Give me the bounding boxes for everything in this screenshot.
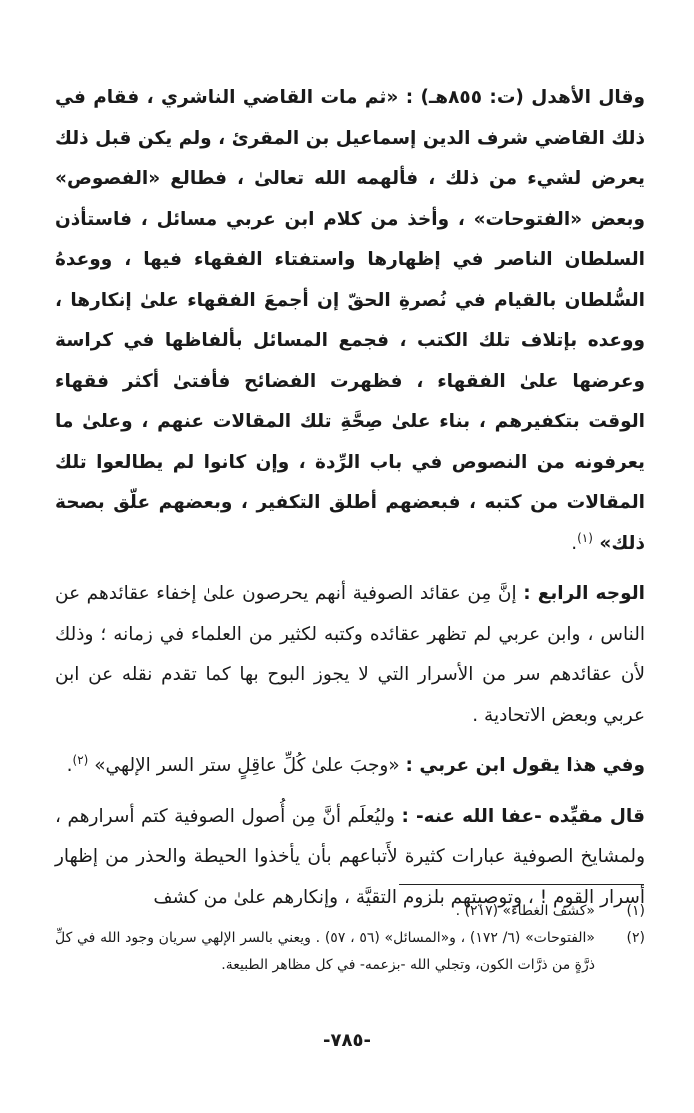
- page-body: [55, 78, 645, 918]
- paragraph-fourth-aspect: [55, 574, 645, 736]
- paragraph-text: «وجبَ علىٰ كُلِّ عاقِلٍ ستر السر الإلهي»: [88, 755, 406, 776]
- footnote-divider: [399, 884, 644, 885]
- footnote-2: [55, 925, 645, 979]
- paragraph-end: .: [571, 532, 578, 554]
- paragraph-ibn-arabi-quote: [55, 746, 645, 787]
- footnote-number: (٢): [626, 930, 645, 946]
- paragraph-lead: وفي هذا يقول ابن عربي :: [405, 755, 645, 776]
- footnote-text: «كشف الغطاء» (٢١٧) .: [455, 903, 595, 919]
- paragraph-end: .: [66, 755, 73, 776]
- paragraph-lead: وقال الأهدل (ت: ٨٥٥هـ) :: [405, 87, 645, 108]
- footnote-ref-2[interactable]: (٢): [72, 752, 89, 767]
- paragraph-ahdal-quote: [55, 78, 645, 564]
- paragraph-lead: قال مقيِّده -عفا الله عنه- :: [401, 805, 645, 827]
- page-number: -٧٨٥-: [323, 1030, 371, 1051]
- footnote-text: «الفتوحات» (٦/ ١٧٢) ، و«المسائل» (٥٦ ، ٥٧) . ويعني بالسر الإلهي سريان وجود الله في كلِّ ذرَّةٍ من ذرَّات الكون، وتجلي الله -بزعمه- في كل مظاهر الطبيعة.: [55, 930, 595, 973]
- footnotes: [55, 898, 645, 979]
- paragraph-lead: الوجه الرابع :: [523, 583, 645, 604]
- paragraph-text: «ثم مات القاضي الناشري ، فقام في ذلك القاضي شرف الدين إسماعيل بن المقرئ ، ولم يكن قبل ذلك يعرض لشيء من ذلك ، فألهمه الله تعالىٰ ، فطالع «الفصوص» وبعض «الفتوحات» ، وأخذ من كلام ابن عربي مسائل ، فاستأذن السلطان الناصر في إظهارها واستفتاء الفقهاء فيها ، ووعدهُ السُّلطان بالقيام في نُصرةِ الحقّ إن أجمعَ الفقهاء علىٰ إنكارها ، ووعده بإتلاف تلك الكتب ، فجمع المسائل بألفاظها في كراسة وعرضها علىٰ الفقهاء ، فظهرت الفضائح فأفتىٰ أكثر فقهاء الوقت بتكفيرهم ، بناء علىٰ صِحَّةِ تلك المقالات عنهم ، وعلىٰ ما يعرفونه من النصوص في باب الرِّدة ، وإن كانوا لم يطالعوا تلك المقالات من كتبه ، فبعضهم أطلق التكفير ، وبعضهم علّق بصحة ذلك»: [55, 87, 645, 554]
- footnote-1: [55, 898, 645, 925]
- footnote-ref-1[interactable]: (١): [577, 530, 593, 545]
- paragraph-text: وليُعلَم أنَّ مِن أُصول الصوفية كتم أسرارهم ، ولمشايخ الصوفية عبارات كثيرة لأَتباعهم بأن يأخذوا الحيطة والحذر من إظهار أسرار القوم ! ، وتوصيتهم بلزوم التقيَّة ، وإنكارهم علىٰ من كشف: [55, 805, 645, 908]
- footnote-number: (١): [626, 903, 645, 919]
- paragraph-text: إنَّ مِن عقائد الصوفية أنهم يحرصون علىٰ إخفاء عقائدهم عن الناس ، وابن عربي لم تظهر عقائده وكتبه لكثير من العلماء في زمانه ؛ وذلك لأن عقائدهم سر من الأسرار التي لا يجوز البوح بها كما تقدم نقله عن ابن عربي وبعض الاتحادية .: [55, 583, 645, 726]
